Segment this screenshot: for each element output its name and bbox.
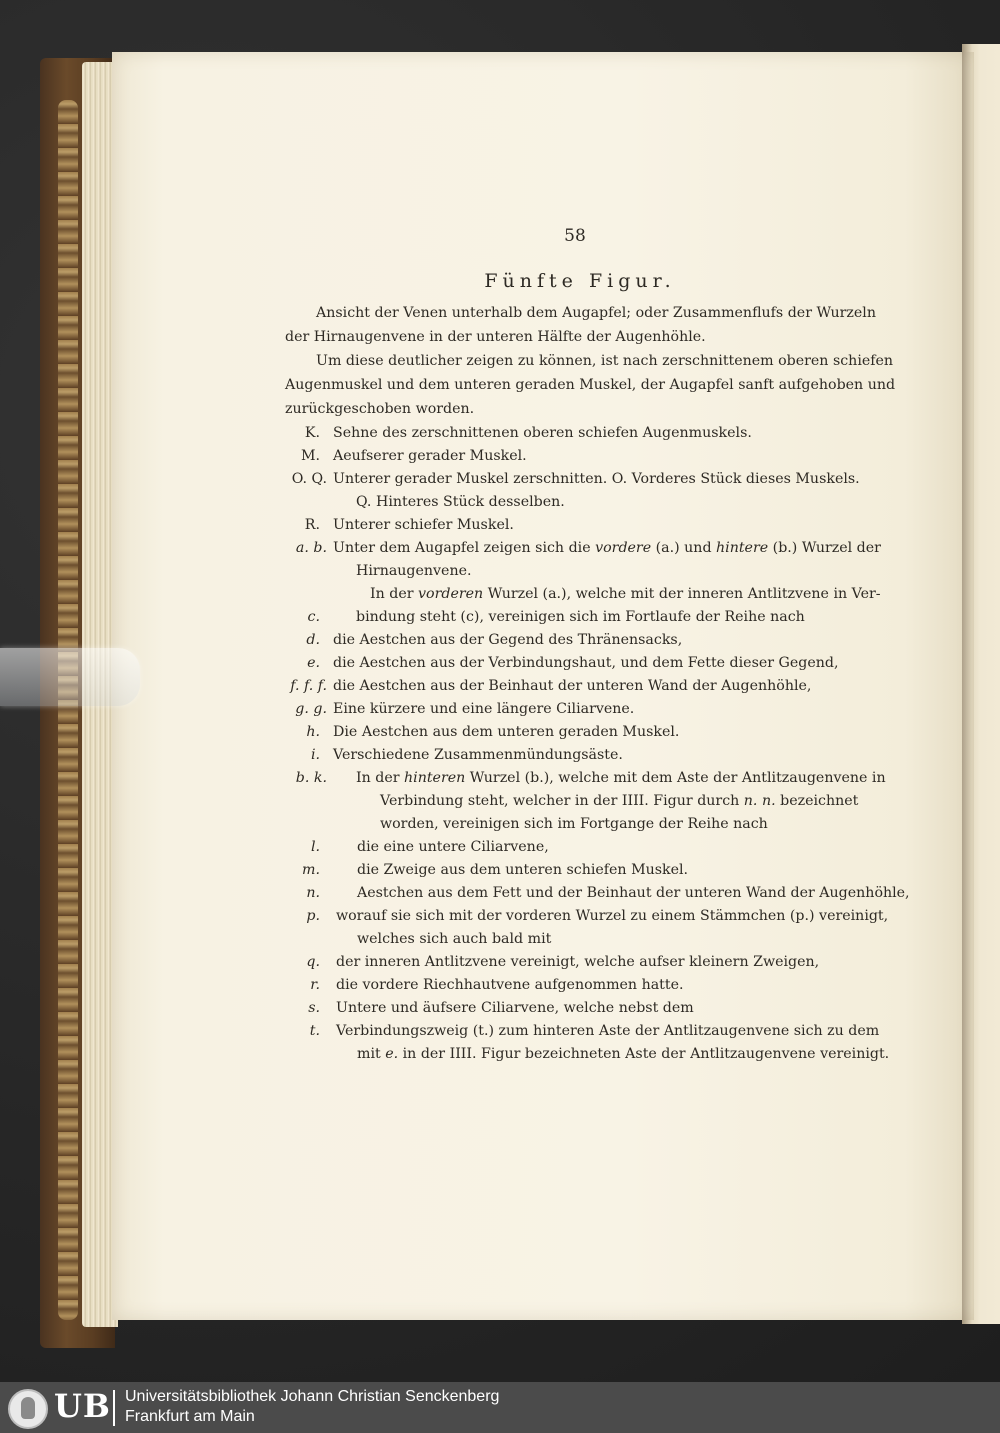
glass-page-weight xyxy=(0,648,140,706)
cover-ornament xyxy=(58,100,78,1320)
entry-label: K. xyxy=(304,425,320,441)
entry-text: Hirnaugenvene. xyxy=(356,563,472,579)
entry-text: Aeufserer gerader Muskel. xyxy=(333,448,527,464)
entry-text: die Aestchen aus der Verbindungshaut, und dem Fette dieser Gegend, xyxy=(333,655,839,671)
intro-line: der Hirnaugenvene in der unteren Hälfte der Augenhöhle. xyxy=(285,329,706,345)
entry-text: Verschiedene Zusammenmündungsäste. xyxy=(333,747,623,763)
entry-text: der inneren Antlitzvene vereinigt, welche aufser kleinern Zweigen, xyxy=(336,954,820,970)
page-number: 58 xyxy=(564,226,586,246)
entry-text: worden, vereinigen sich im Fortgange der Reihe nach xyxy=(380,816,768,832)
entry-text: Aestchen aus dem Fett und der Beinhaut der unteren Wand der Augenhöhle, xyxy=(357,885,910,901)
entry-label: a. b. xyxy=(295,540,327,556)
entry-label: c. xyxy=(307,609,320,625)
entry-label: i. xyxy=(310,747,320,763)
intro-line: Augenmuskel und dem unteren geraden Muskel, der Augapfel sanft aufgehoben und xyxy=(285,377,896,393)
entry-label: b. k. xyxy=(295,770,327,786)
intro-line: Um diese deutlicher zeigen zu können, ist nach zerschnittenem oberen schiefen xyxy=(316,353,894,369)
entry-label: g. g. xyxy=(295,701,327,717)
entry-label: O. Q. xyxy=(291,471,327,487)
entry-label: r. xyxy=(310,977,320,993)
entry-text: In der hinteren Wurzel (b.), welche mit dem Aste der Antlitzaugenvene in xyxy=(356,770,886,786)
entry-text: Verbindungszweig (t.) zum hinteren Aste der Antlitzaugenvene sich zu dem xyxy=(336,1023,880,1039)
entry-text: die eine untere Ciliarvene, xyxy=(357,839,549,855)
entry-label: m. xyxy=(302,862,320,878)
entry-text: Eine kürzere und eine längere Ciliarvene. xyxy=(333,701,635,717)
entry-label: M. xyxy=(300,448,320,464)
entry-text: die vordere Riechhautvene aufgenommen hatte. xyxy=(336,977,684,993)
entry-label: R. xyxy=(304,517,320,533)
entry-label: p. xyxy=(306,908,320,924)
library-name: Universitätsbibliothek Johann Christian Senckenberg xyxy=(125,1388,500,1405)
entry-label: s. xyxy=(308,1000,320,1016)
entry-text: Verbindung steht, welcher in der IIII. Figur durch n. n. bezeichnet xyxy=(380,793,859,809)
intro-line: zurückgeschoben worden. xyxy=(285,401,475,417)
entry-text: worauf sie sich mit der vorderen Wurzel zu einem Stämmchen (p.) vereinigt, xyxy=(336,908,889,924)
entry-label: l. xyxy=(310,839,320,855)
entry-text: Untere und äufsere Ciliarvene, welche nebst dem xyxy=(336,1000,694,1016)
entry-label: f. f. f. xyxy=(290,678,327,694)
logo-divider xyxy=(113,1390,115,1426)
entry-text: Sehne des zerschnittenen oberen schiefen Augenmuskels. xyxy=(333,425,752,441)
entry-text: Die Aestchen aus dem unteren geraden Muskel. xyxy=(333,724,680,740)
entry-text: Q. Hinteres Stück desselben. xyxy=(356,494,565,510)
page-gutter xyxy=(962,44,972,1324)
entry-label: e. xyxy=(307,655,320,671)
page-heading: Fünfte Figur. xyxy=(484,270,676,292)
entry-text: Unterer schiefer Muskel. xyxy=(333,517,514,533)
entry-label: n. xyxy=(306,885,320,901)
entry-text: bindung steht (c), vereinigen sich im Fortlaufe der Reihe nach xyxy=(356,609,805,625)
library-city: Frankfurt am Main xyxy=(125,1408,255,1425)
entry-text: die Aestchen aus der Beinhaut der unteren Wand der Augenhöhle, xyxy=(333,678,812,694)
library-seal-icon xyxy=(8,1389,48,1429)
entry-text: die Zweige aus dem unteren schiefen Muskel. xyxy=(357,862,689,878)
entry-text: mit e. in der IIII. Figur bezeichneten Aste der Antlitzaugenvene vereinigt. xyxy=(357,1046,890,1062)
intro-line: Ansicht der Venen unterhalb dem Augapfel; oder Zusammenflufs der Wurzeln xyxy=(316,305,876,321)
entry-text: welches sich auch bald mit xyxy=(357,931,552,947)
library-logo: UB xyxy=(54,1387,111,1425)
entry-text: Unter dem Augapfel zeigen sich die vordere (a.) und hintere (b.) Wurzel der xyxy=(333,540,881,556)
entry-label: t. xyxy=(309,1023,320,1039)
footer-bar xyxy=(0,1382,1000,1433)
entry-label: d. xyxy=(306,632,320,648)
entry-text: In der vorderen Wurzel (a.), welche mit der inneren Antlitzvene in Ver- xyxy=(370,586,881,602)
entry-label: q. xyxy=(306,954,320,970)
entry-label: h. xyxy=(306,724,320,740)
entry-text: die Aestchen aus der Gegend des Thränensacks, xyxy=(333,632,683,648)
entry-text: Unterer gerader Muskel zerschnitten. O. Vorderes Stück dieses Muskels. xyxy=(333,471,860,487)
